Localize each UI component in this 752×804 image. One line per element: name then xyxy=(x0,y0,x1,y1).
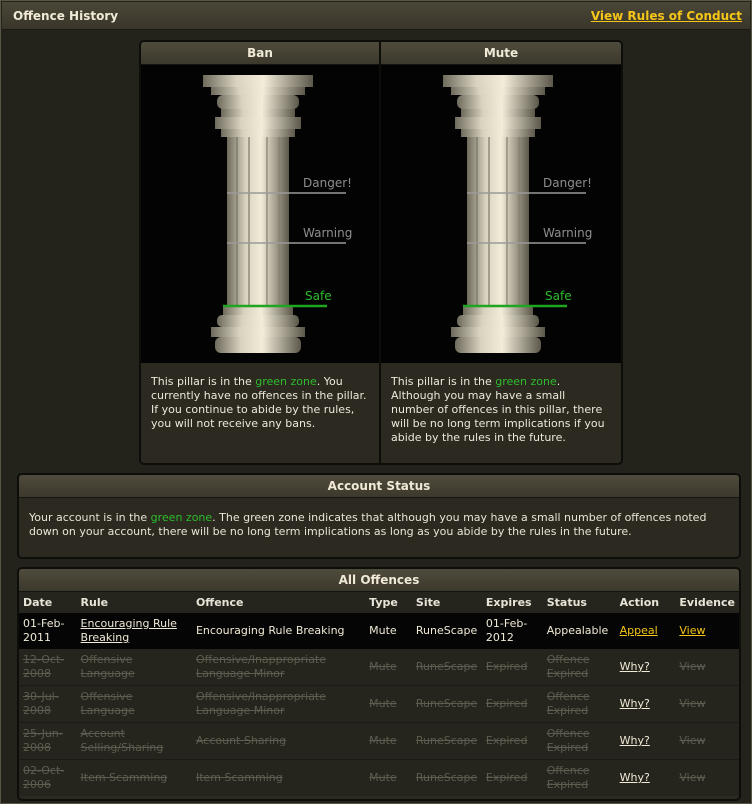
column-header-rule: Rule xyxy=(77,592,192,613)
offence-status: Offence Expired xyxy=(543,686,616,723)
table-row xyxy=(19,613,739,649)
view-rules-link[interactable]: View Rules of Conduct xyxy=(590,9,742,23)
title-bar xyxy=(2,2,750,30)
offence-status: Offence Expired xyxy=(543,649,616,686)
why-link[interactable]: Why? xyxy=(619,771,650,784)
view-evidence-link: View xyxy=(675,686,739,723)
offence-site: RuneScape xyxy=(412,686,482,723)
mute-pillar-heading: Mute xyxy=(381,42,621,65)
offence-site: RuneScape xyxy=(412,649,482,686)
offence-status: Offence Expired xyxy=(543,723,616,760)
table-row xyxy=(19,649,739,686)
mute-pillar-image xyxy=(381,65,621,363)
offences-table xyxy=(19,592,739,796)
table-header-row xyxy=(19,592,739,613)
column-header-date: Date xyxy=(19,592,77,613)
table-row xyxy=(19,723,739,760)
offence-date: 01-Feb-2011 xyxy=(19,613,77,649)
why-link[interactable]: Why? xyxy=(619,697,650,710)
offence-site: RuneScape xyxy=(412,613,482,649)
column-header-status: Status xyxy=(543,592,616,613)
column-header-evidence: Evidence xyxy=(675,592,739,613)
mute-pillar-panel xyxy=(381,42,621,463)
offence-type: Mute xyxy=(365,760,412,797)
pillar-icon xyxy=(381,65,621,363)
why-link[interactable]: Why? xyxy=(619,734,650,747)
offence-type: Mute xyxy=(365,613,412,649)
danger-label: Danger! xyxy=(303,176,352,190)
rule-link: Offensive Language xyxy=(77,686,192,723)
offence-expires: Expired xyxy=(482,686,543,723)
offence-type: Mute xyxy=(365,686,412,723)
offence-expires: Expired xyxy=(482,649,543,686)
ban-pillar-image xyxy=(141,65,379,363)
danger-label: Danger! xyxy=(543,176,592,190)
view-evidence-link: View xyxy=(675,723,739,760)
ban-pillar-heading: Ban xyxy=(141,42,379,65)
offence-site: RuneScape xyxy=(412,723,482,760)
offence-expires: 01-Feb-2012 xyxy=(482,613,543,649)
appeal-link[interactable]: Appeal xyxy=(619,624,658,637)
rule-link[interactable]: Encouraging Rule Breaking xyxy=(80,617,177,644)
ban-pillar-panel xyxy=(141,42,381,463)
offence-status: Offence Expired xyxy=(543,760,616,797)
offence-name: Item Scamming xyxy=(192,760,365,797)
offence-date: 30-Jul-2008 xyxy=(19,686,77,723)
column-header-site: Site xyxy=(412,592,482,613)
offence-site: RuneScape xyxy=(412,760,482,797)
column-header-offence: Offence xyxy=(192,592,365,613)
offence-name: Encouraging Rule Breaking xyxy=(192,613,365,649)
offence-name: Offensive/Inappropriate Language Minor xyxy=(192,649,365,686)
view-evidence-link[interactable]: View xyxy=(679,624,706,637)
mute-pillar-description: This pillar is in the green zone. Although you may have a small number of offences in this pillar, there will be no long term implications if you abide by the rules in the future. xyxy=(391,375,605,444)
table-row xyxy=(19,686,739,723)
warning-label: Warning xyxy=(543,226,593,240)
safe-label: Safe xyxy=(545,289,572,303)
offence-name: Account Sharing xyxy=(192,723,365,760)
why-link[interactable]: Why? xyxy=(619,660,650,673)
rule-link: Item Scamming xyxy=(77,760,192,797)
green-zone-text: green zone xyxy=(255,375,317,388)
column-header-action: Action xyxy=(616,592,676,613)
account-status-heading: Account Status xyxy=(19,475,739,498)
page-title: Offence History xyxy=(13,9,119,23)
offence-name: Offensive/Inappropriate Language Minor xyxy=(192,686,365,723)
rule-link: Account Selling/Sharing xyxy=(77,723,192,760)
pillar-icon xyxy=(141,65,379,363)
table-row xyxy=(19,760,739,797)
warning-label: Warning xyxy=(303,226,353,240)
view-evidence-link: View xyxy=(675,649,739,686)
offence-type: Mute xyxy=(365,723,412,760)
green-zone-text: green zone xyxy=(150,511,213,524)
safe-label: Safe xyxy=(305,289,332,303)
offence-status: Appealable xyxy=(543,613,616,649)
offence-date: 25-Jun-2008 xyxy=(19,723,77,760)
all-offences-box xyxy=(17,567,741,801)
offence-expires: Expired xyxy=(482,760,543,797)
column-header-type: Type xyxy=(365,592,412,613)
offence-type: Mute xyxy=(365,649,412,686)
all-offences-heading: All Offences xyxy=(19,569,739,592)
offence-expires: Expired xyxy=(482,723,543,760)
green-zone-text: green zone xyxy=(495,375,557,388)
account-status-box xyxy=(17,473,741,559)
offence-date: 12-Oct-2008 xyxy=(19,649,77,686)
column-header-expires: Expires xyxy=(482,592,543,613)
rule-link: Offensive Language xyxy=(77,649,192,686)
account-status-text: Your account is in the green zone. The green zone indicates that although you may have a small number of offences noted down on your account, there will be no long term implications as long as you abide by the rules in the future. xyxy=(29,511,707,538)
pillars-box xyxy=(139,40,623,465)
view-evidence-link: View xyxy=(675,760,739,797)
offence-date: 02-Oct-2006 xyxy=(19,760,77,797)
ban-pillar-description: This pillar is in the green zone. You currently have no offences in the pillar. If you continue to abide by the rules, you will not receive any bans. xyxy=(151,375,367,430)
